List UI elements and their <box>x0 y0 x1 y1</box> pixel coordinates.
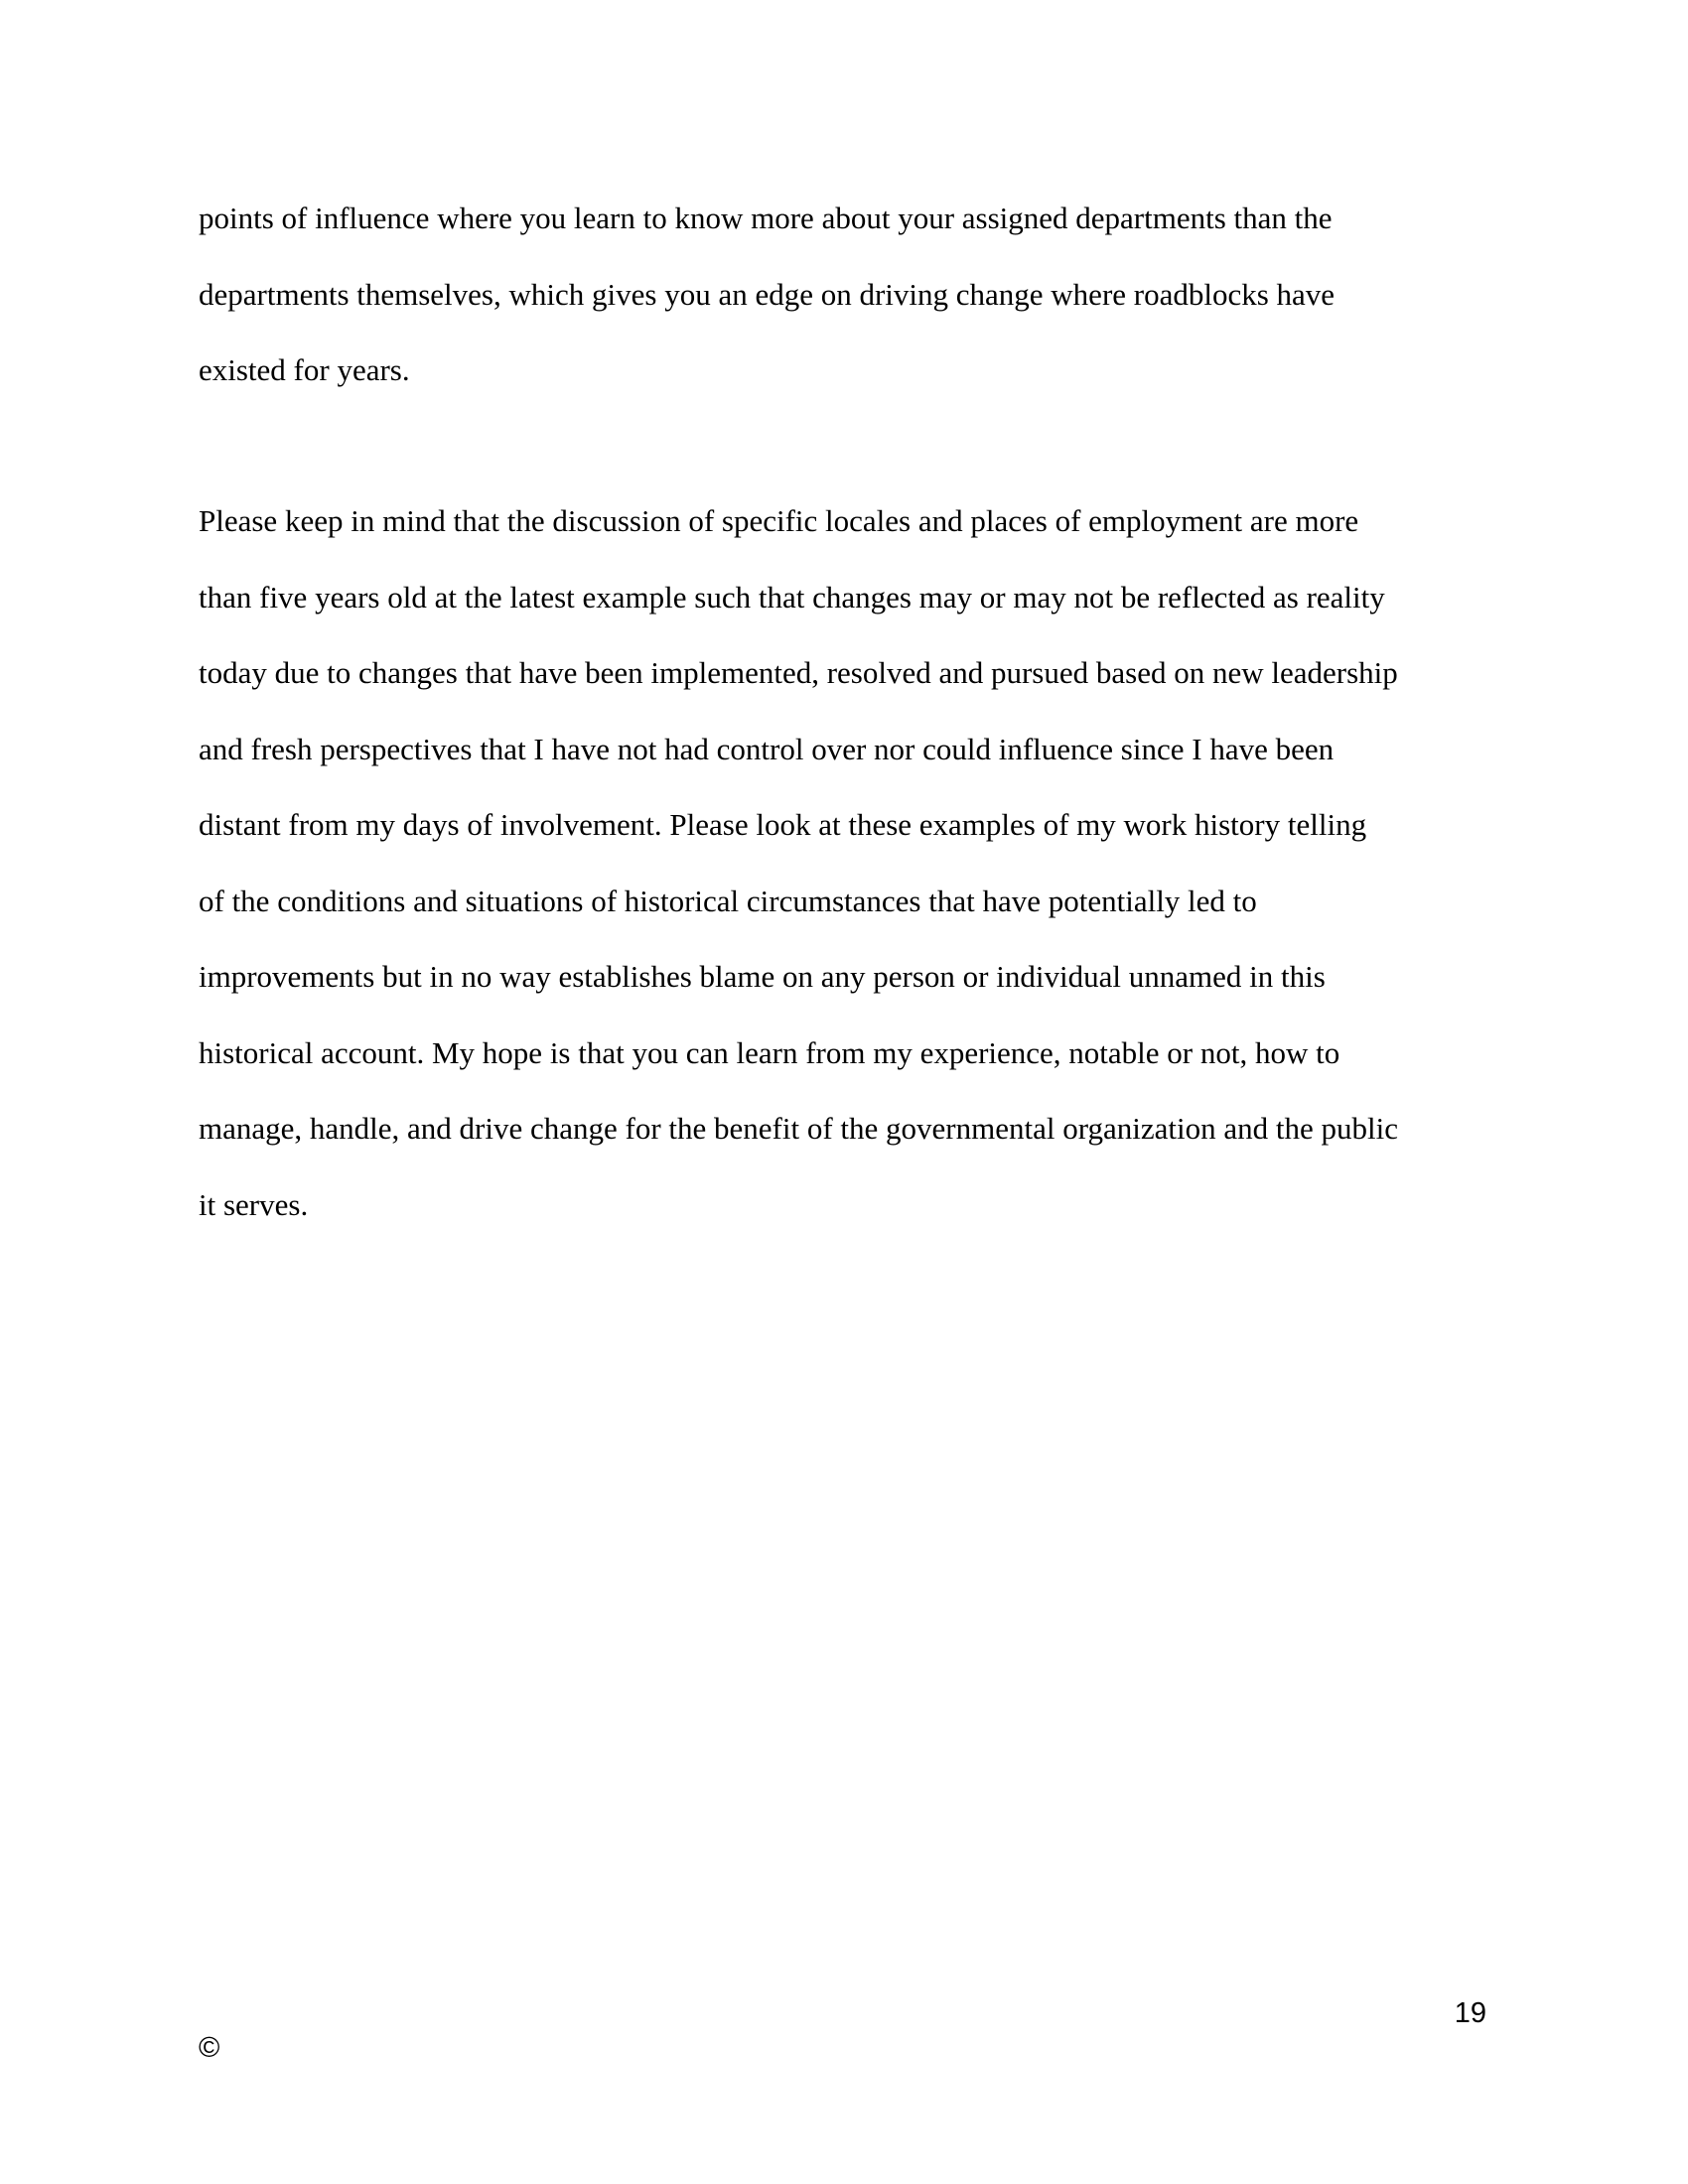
paragraph <box>199 181 1489 409</box>
text-line: departments themselves, which gives you an edge on driving change where roadblocks have <box>199 276 1336 312</box>
text-line: distant from my days of involvement. Please look at these examples of my work history telling <box>199 807 1367 842</box>
text-line: existed for years. <box>199 352 410 387</box>
paragraph <box>199 483 1489 1243</box>
text-line: points of influence where you learn to know more about your assigned departments than the <box>199 201 1333 235</box>
text-line: of the conditions and situations of historical circumstances that have potentially led to <box>199 883 1257 918</box>
text-line: it serves. <box>199 1186 309 1222</box>
page-number: 19 <box>1454 1997 1486 2029</box>
copyright-symbol: © <box>199 2032 220 2064</box>
text-line: today due to changes that have been implemented, resolved and pursued based on new leadership <box>199 655 1398 690</box>
text-line: manage, handle, and drive change for the benefit of the governmental organization and the public <box>199 1111 1398 1146</box>
text-line: and fresh perspectives that I have not had control over nor could influence since I have been <box>199 731 1335 766</box>
text-line: improvements but in no way establishes blame on any person or individual unnamed in this <box>199 959 1326 994</box>
text-line: than five years old at the latest example such that changes may or may not be reflected as reality <box>199 579 1385 614</box>
text-line: historical account. My hope is that you can learn from my experience, notable or not, how to <box>199 1034 1340 1070</box>
text-line: Please keep in mind that the discussion of specific locales and places of employment are more <box>199 503 1359 538</box>
